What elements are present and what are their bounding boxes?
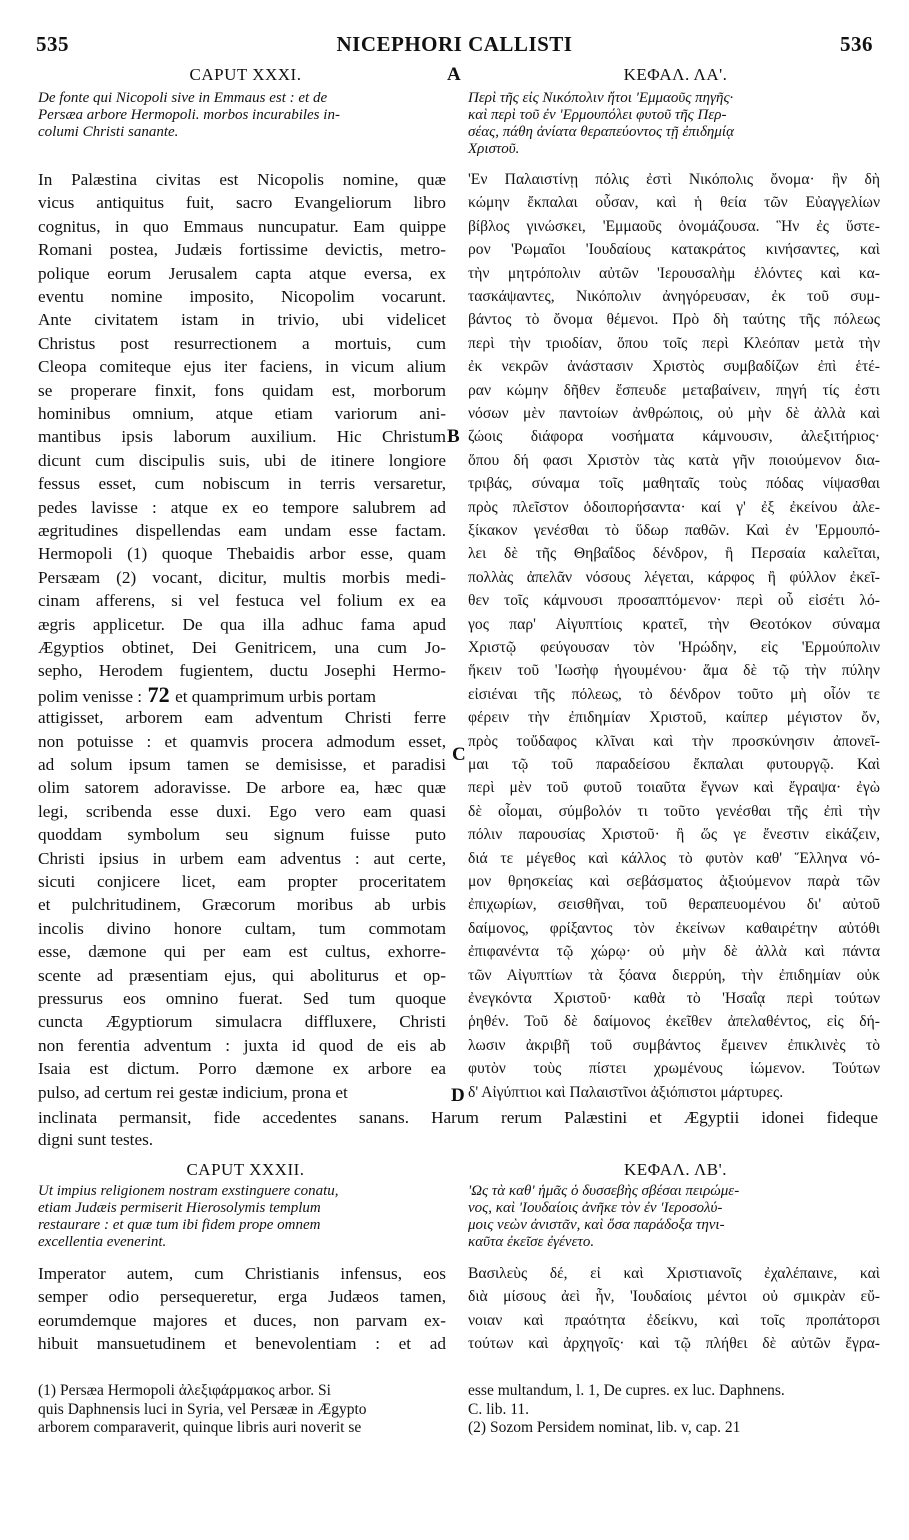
greek-text-line: μαι τῷ τοῦ παραδείσου ἔκπαλαι φυτουργῷ. Καὶ	[468, 756, 880, 773]
latin-text-line: Cleopa comiteque ejus iter faciens, in vicum alium	[38, 357, 446, 377]
greek-summary-line: Περὶ τῆς εἰς Νικόπολιν ἤτοι 'Εμμαοῦς πηγῆς·	[468, 90, 734, 106]
latin-text-line: ægritudines dispellendas eam undam esse factam.	[38, 521, 446, 540]
latin-text-line: ad solum ipsum tamen se demisisse, et paradisi	[38, 755, 446, 774]
footnote-line: quis Daphnensis luci in Syria, vel Persææ in Ægypto	[38, 1400, 367, 1418]
latin-text-line: cinam afferens, si vel festuca vel folium ex ea	[38, 591, 446, 611]
latin-text-line: Ante civitatem istam in trivio, ubi videlicet	[38, 310, 446, 330]
greek-text-line: τούτων καὶ ἀρχηγοῖς· καὶ τῷ πλήθει δὲ αὐτῶν ἔγρα-	[468, 1335, 880, 1353]
latin-text-line: dicunt cum discipulis suis, ubi de itinere longiore	[38, 450, 446, 470]
latin-summary-line: etiam Judæis permiserit Hierosolymis templum	[38, 1200, 321, 1216]
latin-text-line: pulso, ad certum rei gestæ indicium, prona et	[38, 1082, 348, 1102]
latin-text-line: Ægyptios obtinet, Dei Genitricem, una cum Jo-	[38, 638, 446, 657]
greek-text-line: εἰσιέναι τῆς πόλεως, τὸ δένδρον τοῦτο μὴ οἷόν τε	[468, 685, 880, 703]
latin-text-line: Persæam (2) vocant, dicitur, multis morbis medi-	[38, 567, 446, 587]
greek-text-line: ἐπιφανέντα τῷ χώρῳ· οὐ μὴν δὲ ἀλλὰ καὶ πάντα	[468, 943, 880, 961]
latin-text-line: fessus esset, cum nobiscum in terris versaretur,	[38, 474, 446, 494]
column-number: 72	[142, 681, 176, 707]
latin-text-line: non potuisse : et quamvis procera admodum esset,	[38, 731, 446, 751]
latin-text-line: incolis divino honore cultam, tum commotam	[38, 918, 446, 938]
greek-text-line: δ' Αἰγύπτιοι καὶ Παλαιστῖνοι ἀξιόπιστοι μάρτυρες.	[468, 1083, 784, 1101]
latin-text-line: semper odio persequeretur, erga Judæos tamen,	[38, 1287, 446, 1307]
latin-text-line: eventu nomine imposito, Nicopolim vocarunt.	[38, 287, 446, 306]
greek-column-31	[468, 168, 880, 1128]
running-title: NICEPHORI CALLISTI	[336, 32, 573, 56]
greek-summary-line: καὶ περὶ τοῦ ἐν 'Ερμουπόλει φυτοῦ τῆς Περ-	[468, 107, 727, 123]
greek-summary-line: σέας, πάθη ἀνίατα θεραπεύοντος τῇ ἐπιδημίᾳ	[468, 124, 734, 140]
greek-text-line: τριβάς, σύναμα τοῖς μαθηταῖς τοὺς πόδας νίψασθαι	[468, 475, 880, 493]
greek-text-line: κώμην ἔκπαλαι οὖσαν, καὶ ἡ θεία τῶν Εὐαγγελίων	[468, 194, 880, 212]
greek-text-line: ὅπου δή φασι Χριστὸν τὰς κατὰ γῆν ποιούμενον δια-	[468, 451, 880, 469]
right-page-number: 536	[840, 32, 873, 56]
footnotes-right	[468, 1382, 888, 1438]
latin-summary-line: excellentia evenerint.	[38, 1234, 167, 1250]
greek-summary-line: μοις νεὼν ἀνιστᾶν, καὶ ὅσα παράδοξα τηνι-	[468, 1217, 725, 1233]
greek-text-line: Χριστῷ φεύγουσαν τὸν 'Ηρώδην, εἰς 'Ερμούπολιν	[468, 639, 880, 656]
greek-caput-31: ΚΕΦΑΛ. ΛΑ'.	[623, 65, 728, 84]
latin-text-line: vicus antiquitus fuit, sacro Evangeliorum libro	[38, 193, 446, 213]
latin-text-line: se properare finxit, fons quidam est, morborum	[38, 380, 446, 400]
greek-text-line: φέρειν τὴν ἐπιδημίαν Χριστοῦ, καίπερ μέγιστον ὄν,	[468, 709, 880, 727]
greek-text-line: γος παρ' Αἰγυπτίοις κρατεῖ, τὴν Θεοτόκον σύναμα	[468, 615, 880, 633]
greek-text-line: βίβλος γινώσκει, 'Εμμαοῦς ὀνομάζουσα. Ἣν ἐς ὕστε-	[468, 217, 880, 235]
latin-text-line: Imperator autem, cum Christianis infensus, eos	[38, 1264, 446, 1283]
greek-text-line: θεν τοῖς κάμνουσι προσαπτόμενον· περὶ οὗ εἰσέτι λό-	[468, 592, 880, 610]
latin-text-line: Isaia est dictum. Porro dæmone ex arbore ea	[38, 1059, 446, 1079]
latin-summary-line: De fonte qui Nicopoli sive in Emmaus est : et de	[38, 90, 328, 106]
latin-summary-32	[38, 1183, 453, 1251]
greek-text-line: τασκάψαντες, Νικόπολιν ἀνηγόρευσαν, ἐκ τοῦ συμ-	[468, 288, 880, 305]
latin-summary-31	[38, 90, 453, 141]
latin-summary-line: restaurare : et quæ tum ibi fidem prope omnem	[38, 1217, 321, 1233]
greek-text-line: περὶ μὲν τοῦ φυτοῦ τοιαῦτα ἔγνων καὶ ἔγραψα· ἐγὼ	[468, 779, 880, 797]
greek-column-32	[468, 1262, 880, 1362]
latin-text-line: Christus post resurrectionem a mortuis, cum	[38, 333, 446, 353]
greek-text-line: ἐνεγκόντα Χριστοῦ· καθὰ τὸ 'Ησαΐᾳ περὶ τούτων	[468, 990, 880, 1007]
greek-text-line: πολλὰς ἀπελᾶν νόσους λέγεται, κάρφος ἢ φύλλον ἐκεῖ-	[468, 568, 880, 586]
latin-summary-line: Ut impius religionem nostram exstinguere conatu,	[38, 1183, 339, 1199]
latin-text-line: attigisset, arborem eam adventum Christi ferre	[38, 708, 446, 728]
latin-text-line: hibuit mansuetudinem et benevolentiam : et ad	[38, 1334, 446, 1354]
latin-caput-32: CAPUT XXXII.	[186, 1160, 305, 1179]
greek-text-line: Βασιλεὺς δέ, εἰ καὶ Χριστιανοῖς ἐχαλέπαινε, καὶ	[468, 1265, 880, 1282]
latin-text-line: mantibus ipsis laborum auxilium. Hic Christum	[38, 427, 446, 447]
latin-text-continuation: et quamprimum urbis portam	[175, 686, 377, 706]
greek-text-line: μον θρησκείας καὶ σεβάσματος ἀξιούμενον παρὰ τῶν	[468, 873, 880, 890]
greek-summary-32	[468, 1183, 883, 1251]
greek-text-line: βάντος τὸ ὄνομα θέμενοι. Πρὸ δὴ ταύτης τῆς πόλεως	[468, 311, 880, 329]
greek-text-line: πόλιν παρουσίας Χριστοῦ· ἢ ὥς γε ἔνεστιν εἰκάζειν,	[468, 826, 880, 844]
greek-text-line: ξίκακον γενέσθαι τὸ ὕδωρ παθῶν. Καὶ ἐν 'Ερμουπό-	[468, 522, 880, 539]
left-page-number: 535	[36, 32, 69, 56]
latin-text-line: polique eorum Jerusalem capta atque eversa, ex	[38, 263, 446, 283]
greek-text-line: ῥηθέν. Τοῦ δὲ δαίμονος ἐκεῖθεν ἀπελαθέντος, εἰς δή-	[468, 1013, 880, 1031]
latin-text-line: Romani postea, Judæis fortissime devictis, metro-	[38, 240, 446, 260]
greek-text-line: ἥκειν τοῦ 'Ιωσὴφ ἡγουμένου· ἅμα δὲ τῷ τὴν πύλην	[468, 662, 880, 680]
footnote-line: (1) Persæa Hermopoli ἀλεξιφάρμακος arbor. Si	[38, 1382, 331, 1399]
latin-summary-line: Persæa arbore Hermopoli. morbos incurabiles in-	[38, 107, 340, 123]
latin-text-line: non ferentia adventum : juxta id quod de eis ab	[38, 1035, 446, 1055]
latin-text-line: pressurus eos omnino fuerat. Sed tum quoque	[38, 989, 446, 1008]
latin-caput-31: CAPUT XXXI.	[189, 65, 302, 84]
latin-text-line: sepho, Herodem fugientem, ductu Josephi Hermo-	[38, 661, 446, 681]
footnote-line: esse multandum, l. 1, De cupres. ex luc. Daphnens.	[468, 1382, 785, 1399]
latin-text-line: In Palæstina civitas est Nicopolis nomine, quæ	[38, 170, 446, 189]
greek-text-line: τῶν Αἰγυπτίων τὰ ξόανα διερρύη, τὴν ἐπιδημίαν οὐκ	[468, 966, 880, 984]
latin-full-width-text	[38, 1106, 878, 1156]
greek-summary-line: νος, καὶ 'Ιουδαίοις ἀνῆκε τὸν ἐν 'Ιεροσολύ-	[468, 1200, 723, 1216]
greek-text-line: πρὸς πλεῖστον ὁδοιπορήσαντα· καί γ' ἐξ ἐκείνου ἀλε-	[468, 498, 880, 516]
latin-text-line: cognitus, in quo Emmaus nuncupatur. Eam quippe	[38, 216, 446, 236]
greek-summary-31	[468, 90, 883, 158]
greek-text-line: ἐπιχωρίων, σεισθῆναι, τοῦ θεραπευομένου δι' αὐτοῦ	[468, 896, 880, 914]
footnote-line: C. lib. 11.	[468, 1400, 530, 1418]
latin-text-line: sicuti conjicere licet, eam propter proceritatem	[38, 872, 446, 891]
latin-text-line: hominibus omnium, atque etiam variorum ani-	[38, 404, 446, 423]
greek-summary-line: καῦτα ἐκεῖσε ἐγένετο.	[468, 1234, 595, 1250]
greek-text-line: λωσιν ἀκριβῆ τοῦ συμβάντος ἔμεινεν ἐπικλινὲς τὸ	[468, 1036, 880, 1054]
latin-text-line: scente ad præsentiam ejus, qui aboliturus et op-	[38, 965, 446, 985]
greek-text-line: νόσων μὲν παντοίων ἀνθρώποις, οὐ μὴν δὲ ἀλλὰ καὶ	[468, 405, 880, 422]
latin-text-line: legi, scribenda esse duxi. Ego vero eam quasi	[38, 801, 446, 821]
greek-text-line: νοιαν καὶ πραότητα ἐδείκνυ, καὶ τοῖς προπάτορσι	[468, 1311, 880, 1329]
greek-text-line: τὴν μητρόπολιν αὐτῶν 'Ιερουσαλὴμ ἑλόντες καὶ κα-	[468, 264, 880, 282]
latin-text-line: esse, dæmone qui per eam est cultus, exhorre-	[38, 942, 446, 962]
greek-text-line: δὲ οἶομαι, σύμβολόν τι τοῦτο γενέσθαι τῆς ἐπὶ τὴν	[468, 802, 880, 820]
latin-text-line: ægris applicetur. De qua illa adhuc fama apud	[38, 614, 446, 634]
greek-text-line: διά τε μέγεθος καὶ κάλλος τὸ φυτὸν καθ' Ἕλληνα νό-	[468, 849, 880, 867]
latin-text-line: Christi ipsius in urbem eam adventus : aut certe,	[38, 848, 446, 868]
greek-text-line: περὶ τὴν τριοδίαν, ὅπου τοῖς περὶ Κλεόπαν μετὰ τὴν	[468, 334, 880, 352]
greek-text-line: ἐκ νεκρῶν ἀνάστασιν Χριστὸς συμβαδίζων ἐπὶ ἑτέ-	[468, 358, 880, 376]
latin-text-line: polim venisse : 72 et quamprimum urbis portam	[38, 681, 377, 707]
greek-text-line: ραν κώμην δῆθεν ἔσπευδε μεταβαίνειν, πηγή τίς ἐστι	[468, 381, 880, 399]
latin-text-line: quoddam symbolum seu signum fuisse puto	[38, 825, 446, 845]
greek-text-line: 'Εν Παλαιστίνῃ πόλις ἐστὶ Νικόπολις ὄνομα· ἣν δὴ	[468, 171, 880, 188]
greek-summary-line: Χριστοῦ.	[468, 141, 520, 157]
greek-text-line: διὰ μίσους ἀεὶ ἦν, 'Ιουδαίοις μέντοι οὐ σμικρὰν εὔ-	[468, 1288, 880, 1306]
margin-letter-a: A	[447, 64, 461, 85]
footnotes-left	[38, 1382, 458, 1438]
greek-text-line: πρὸς τοὔδαφος κλῖναι καὶ τὴν προσκύνησιν ἀπονεῖ-	[468, 732, 880, 750]
latin-text-line: cuncta Ægyptiorum simulacra diffluxere, Christi	[38, 1012, 446, 1032]
latin-full-text-line: inclinata permansit, fide accedentes sanans. Harum rerum Palæstini et Ægyptii idonei fideque	[38, 1108, 878, 1127]
margin-letter-c: C	[452, 744, 466, 765]
latin-text-line: et pulchritudinem, Græcorum moribus ab urbis	[38, 895, 446, 915]
greek-text-line: δαίμονος, φρίξαντος τὸν ἐκείνων καθαιρέτην αὐτόθι	[468, 919, 880, 937]
footnote-line: arborem comparaverit, quinque libris auri noverit se	[38, 1419, 362, 1436]
latin-text-line: Hermopoli (1) quoque Thebaidis arbor esse, quam	[38, 544, 446, 564]
margin-letter-d: D	[451, 1085, 465, 1106]
latin-full-text-line: digni sunt testes.	[38, 1130, 154, 1149]
latin-column-32	[38, 1262, 446, 1362]
margin-letter-b: B	[447, 426, 460, 447]
latin-text-line: eorumdemque majores et duces, non parvam ex-	[38, 1310, 446, 1330]
latin-summary-line: columi Christi sanante.	[38, 124, 179, 140]
latin-text-line: pedes lavisse : atque ex eo tempore salubrem ad	[38, 497, 446, 517]
greek-text-line: ρον 'Ρωμαῖοι 'Ιουδαίους κατακράτος κινήσαντες, καὶ	[468, 241, 880, 259]
greek-text-line: ζώοις διάφορα νοσήματα κάμνουσιν, ἀλεξιτήριος·	[468, 428, 880, 446]
footnote-line: (2) Sozom Persidem nominat, lib. v, cap. 21	[468, 1419, 741, 1436]
latin-text-line: olim satorem adoravisse. De arbore ea, hæc quæ	[38, 778, 446, 798]
greek-text-line: φυτὸν τοὺς πίστει χρωμένους ἰώμενον. Τούτων	[468, 1060, 880, 1078]
greek-text-line: λει δὲ τῆς Θηβαΐδος δένδρον, ἣ Περσαία καλεῖται,	[468, 545, 880, 563]
latin-column-31	[38, 168, 446, 1128]
greek-caput-32: ΚΕΦΑΛ. ΛΒ'.	[624, 1160, 727, 1179]
greek-summary-line: 'Ως τὰ καθ' ἡμᾶς ὁ δυσσεβὴς σβέσαι πειρώμε-	[468, 1183, 740, 1199]
